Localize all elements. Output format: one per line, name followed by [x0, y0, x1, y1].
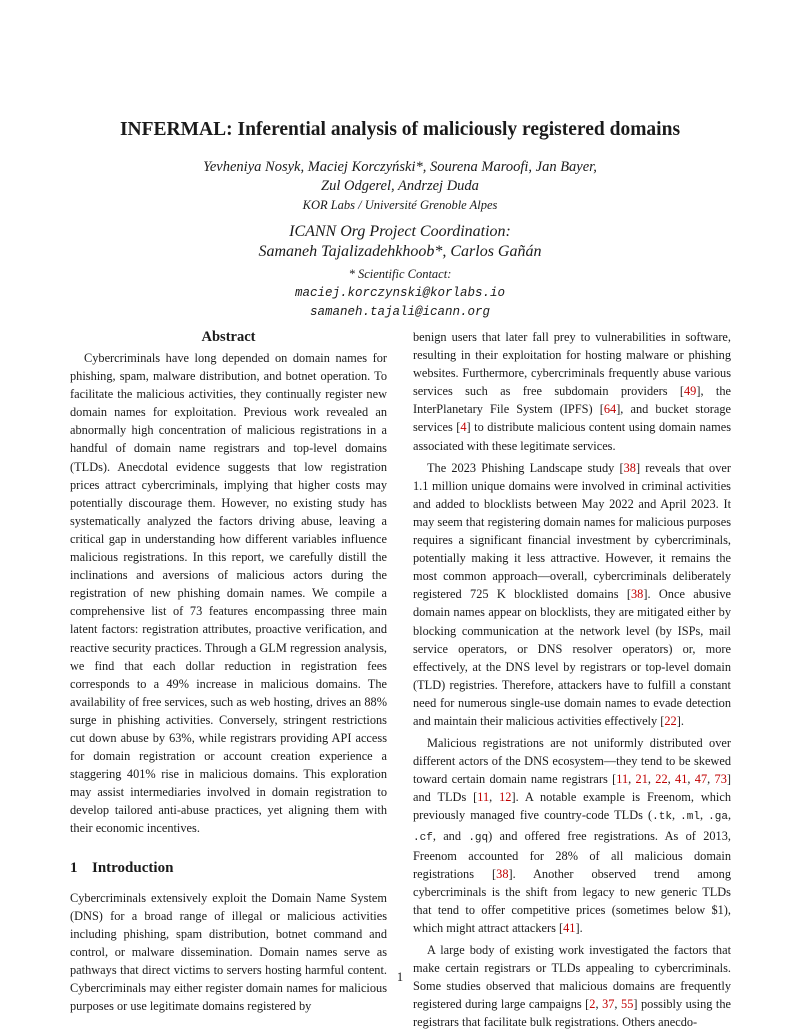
- citation-link[interactable]: 11: [477, 790, 490, 805]
- tld-code: .gq: [468, 831, 489, 844]
- citation-link[interactable]: 4: [460, 420, 467, 435]
- coordination-names: Samaneh Tajalizadehkhoob*, Carlos Gañán: [258, 243, 542, 260]
- paper-title: INFERMAL: Inferential analysis of maliciously registered domains: [119, 119, 681, 140]
- tld-code: .ml: [680, 811, 700, 824]
- citation-link[interactable]: 41: [675, 772, 688, 787]
- page-number: 1: [396, 970, 404, 984]
- left-column: [70, 328, 387, 1015]
- project-coordination: [100, 222, 700, 262]
- section-heading: [70, 859, 387, 877]
- citation-link[interactable]: 37: [602, 997, 615, 1012]
- citation-link[interactable]: 2: [589, 997, 596, 1012]
- contact-label: * Scientific Contact:: [348, 267, 452, 281]
- citation-link[interactable]: 55: [621, 997, 634, 1012]
- body-paragraph: A large body of existing work investigated the factors that make certain registrars or TLDs appealing to cybercriminals. Some studies observed that malicious domains are frequently registered during large campaigns [2, 37, 55] possibly using the registrars that facilitate bulk registrations. Others anecdo-: [413, 943, 732, 1030]
- section-number: 1: [70, 859, 78, 876]
- citation-link[interactable]: 38: [623, 460, 636, 475]
- citation-link[interactable]: 47: [694, 772, 708, 787]
- citation-link[interactable]: 38: [496, 866, 509, 881]
- tld-code: .tk: [652, 811, 672, 824]
- abstract-heading: Abstract: [201, 329, 256, 345]
- citation-link[interactable]: 12: [499, 790, 512, 805]
- citation-link[interactable]: 73: [714, 772, 727, 787]
- body-paragraph: benign users that later fall prey to vulnerabilities in software, resulting in their exploitation for hosting malware or phishing websites. Furthermore, cybercriminals frequently abuse various services such as free subdomain providers [49], the InterPlanetary File System (IPFS) [64], and bucket storage services [4] to distribute malicious content using domain names associated with these legitimate services.: [413, 330, 732, 453]
- body-paragraph: The 2023 Phishing Landscape study [38] reveals that over 1.1 million unique domains were involved in criminal activities and added to blocklists between May 2022 and April 2023. It may seem that registering domain names for malicious purposes requires a significant financial investment by cybercriminals, potentially making it less attractive. However, it remains the most common approach—overall, cybercriminals deliberately registered 725 K blocklisted domains [38]. Once abusive domain names appear on blocklists, they are mitigated either by blocking communication at the network level (by ISPs, mail service operators, or DNS resolver operators) or, more effectively, at the DNS level by registrars or top-level domain (TLD) registries. Therefore, attackers have to fulfill a constant need for numerous single-use domain names to evade detection and maintain their malicious activities effectively [22].: [413, 460, 731, 728]
- right-column: [413, 328, 731, 1032]
- abstract-text: Cybercriminals have long depended on domain names for phishing, spam, malware distribution, and botnet operation. To facilitate the malicious activities, they continually register new domain names for exploitation. Previous work revealed an abnormally high concentration of malicious registrations in a handful of domain name registrars and top-level domains (TLDs). Anecdotal evidence suggests that low registration prices attract cybercriminals, implying that higher costs may potentially discourage them. However, no existing study has systematically analyzed the factors driving abuse, leaving a critical gap in understanding how different variables influence malicious registrations. In this report, we carefully distill the inclinations and aversions of malicious actors during the registration of new phishing domain names. We compile a comprehensive list of 73 features encompassing three main latent factors: registration attributes, proactive verification, and reactive security practices. Through a GLM regression analysis, we find that each dollar reduction in registration fees corresponds to a 49% increase in malicious domains. The availability of free services, such as web hosting, drives an 88% surge in phishing activities. Conversely, stringent restrictions cut down abuse by 63%, while registrars providing API access for domain registration or account creation experience a staggering 401% rise in malicious domains. This exploration may assist intermediaries involved in domain registration to develop tailored anti-abuse practices, yet aligning them with their economic incentives.: [70, 351, 387, 836]
- contact-email: maciej.korczynski@korlabs.io: [294, 286, 506, 300]
- section-title: Introduction: [92, 859, 174, 876]
- citation-link[interactable]: 49: [684, 384, 697, 399]
- authors-line: Zul Odgerel, Andrzej Duda: [321, 178, 479, 194]
- authors-line: Yevheniya Nosyk, Maciej Korczyński*, Sourena Maroofi, Jan Bayer,: [203, 159, 597, 175]
- tld-code: .ga: [708, 811, 728, 824]
- tld-code: .cf: [413, 831, 433, 844]
- intro-paragraph: Cybercriminals extensively exploit the Domain Name System (DNS) for a broad range of illegal or malicious activities including phishing, spam distribution, botnet command and control, or malware dissemination. Domain names serve as pathways that direct victims to servers hosting harmful content. Cybercriminals may either register domain names for malicious purposes or use legitimate domains registered by: [70, 890, 387, 1014]
- affiliation: KOR Labs / Université Grenoble Alpes: [302, 198, 498, 212]
- body-paragraph: Malicious registrations are not uniformly distributed over different actors of the DNS ecosystem—they tend to be skewed toward certain domain name registrars [11, 21, 22, 41, 47, 73] and TLDs [11, 12]. A notable example is Freenom, which previously managed five country-code TLDs (.tk, .ml, .ga, .cf, and .gq) and offered free registrations. As of 2013, Freenom accounted for 28% of all malicious domain registrations [38]. Another observed trend among cybercriminals is the shift from legacy to new generic TLDs that tend to offer competitive prices (sometimes below $1), which might attract attackers [41].: [413, 736, 732, 935]
- citation-link[interactable]: 21: [635, 772, 648, 787]
- citation-link[interactable]: 38: [630, 587, 644, 602]
- coordination-label: ICANN Org Project Coordination:: [289, 223, 511, 240]
- citation-link[interactable]: 22: [664, 713, 677, 728]
- citation-link[interactable]: 41: [563, 921, 576, 935]
- contact-email: samaneh.tajali@icann.org: [309, 305, 491, 319]
- author-list: [100, 158, 700, 196]
- citation-link[interactable]: 22: [655, 772, 668, 787]
- citation-link[interactable]: 11: [616, 772, 629, 787]
- citation-link[interactable]: 64: [603, 402, 617, 417]
